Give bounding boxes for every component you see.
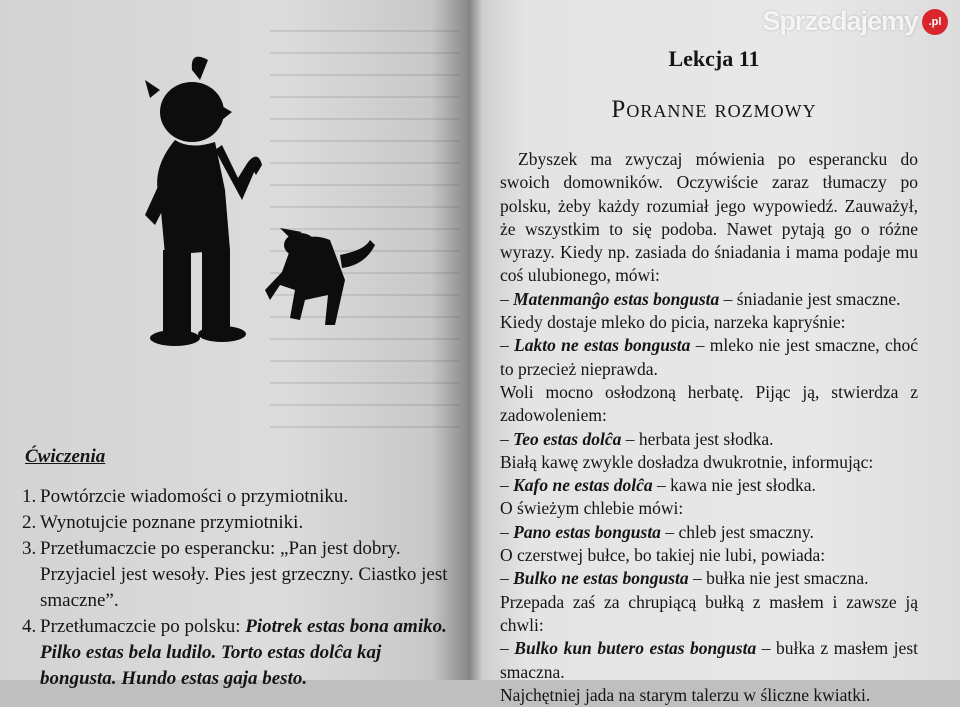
- dash: –: [500, 568, 514, 589]
- paragraph: [500, 381, 918, 428]
- paragraph: [500, 451, 918, 474]
- exercise-item: [22, 614, 462, 692]
- paragraph: [500, 288, 918, 311]
- exercises-heading: Ćwiczenia: [25, 446, 106, 467]
- paragraph-text: Białą kawę zwykle dosładza dwukrotnie, informując:: [500, 451, 874, 472]
- dash: –: [500, 475, 514, 496]
- paragraph: [500, 684, 918, 707]
- exercise-esperanto-text: Piotrek estas bona amiko. Pilko estas bela ludilo. Torto estas dolĉa kaj bongusta. Hundo estas gaja besto.: [40, 616, 447, 689]
- paragraph-text: – kawa nie jest słodka.: [652, 475, 816, 496]
- dash: –: [500, 428, 514, 449]
- paragraph-text: – bułka z masłem jest smaczna.: [500, 638, 918, 682]
- paragraph: [500, 474, 918, 497]
- paragraph-text: – bułka nie jest smaczna.: [688, 568, 869, 589]
- paragraph-text: O czerstwej bułce, bo takiej nie lubi, powiada:: [500, 545, 826, 566]
- exercise-number: 1.: [22, 486, 37, 507]
- paragraph-text: – chleb jest smaczny.: [660, 521, 814, 542]
- dash: –: [500, 288, 514, 309]
- lesson-body: [500, 148, 918, 707]
- esperanto-phrase: Bulko kun butero estas bongusta: [514, 638, 757, 659]
- watermark-logo: Sprzedajemy: [762, 6, 918, 36]
- paragraph: [500, 311, 918, 334]
- lesson-number: Lekcja 11: [668, 46, 760, 71]
- exercise-text: Przetłumaczcie po polsku:: [40, 616, 246, 637]
- exercise-text: Powtórzcie wiadomości o przymiotniku.: [40, 486, 349, 507]
- paragraph-text: Woli mocno osłodzoną herbatę. Pijąc ją, stwierdza z zadowoleniem:: [500, 381, 918, 426]
- exercise-number: 3.: [22, 538, 37, 559]
- exercise-item: [22, 510, 462, 536]
- paragraph: [500, 544, 918, 567]
- watermark-badge: .pl: [922, 9, 948, 35]
- exercise-item: [22, 536, 462, 614]
- exercise-text: Przetłumaczcie po esperancku: „Pan jest dobry. Przyjaciel jest wesoły. Pies jest grzeczny. Ciastko jest smaczne”.: [40, 538, 448, 611]
- paragraph: [500, 148, 918, 288]
- lesson-title: Poranne rozmowy: [611, 96, 817, 123]
- paragraph-text: Najchętniej jada na starym talerzu w śliczne kwiatki.: [500, 684, 871, 705]
- paragraph-text: – śniadanie jest smaczne.: [719, 288, 901, 309]
- paragraph: [500, 567, 918, 590]
- dash: –: [500, 521, 514, 542]
- paragraph-text: Przepada zaś za chrupiącą bułką z masłem i zawsze ją chwli:: [500, 591, 918, 635]
- left-page: [0, 0, 468, 689]
- paragraph: [500, 334, 918, 381]
- dash: –: [500, 335, 515, 356]
- dash: –: [500, 638, 515, 659]
- paragraph: [500, 637, 918, 684]
- paragraph-text: – herbata jest słodka.: [621, 428, 774, 449]
- exercises-list: [22, 484, 462, 692]
- exercise-number: 4.: [22, 616, 37, 637]
- esperanto-phrase: Pano estas bongusta: [513, 521, 661, 542]
- girl-and-dog-illustration: [130, 50, 390, 350]
- watermark: [762, 6, 948, 37]
- esperanto-phrase: Teo estas dolĉa: [513, 428, 622, 449]
- paragraph-text: Zbyszek ma zwyczaj mówienia po esperancku do swoich domowników. Oczywiście zaraz tłumaczy po polsku, żeby każdy rozumiał jego wypowiedź. Zauważył, że wszystkim to się podoba. Nawet pytają go o różne wyrazy. Kiedy np. zasiada do śniadania i mama podaje mu coś ulubionego, mówi:: [500, 149, 918, 286]
- esperanto-phrase: Lakto ne estas bongusta: [514, 335, 691, 356]
- paragraph-text: – mleko nie jest smaczne, choć to przecież nieprawda.: [500, 335, 918, 379]
- exercise-number: 2.: [22, 512, 37, 533]
- paragraph-text: O świeżym chlebie mówi:: [500, 498, 684, 519]
- esperanto-phrase: Matenmanĝo estas bongusta: [513, 288, 720, 309]
- exercise-text: Wynotujcie poznane przymiotniki.: [40, 512, 304, 533]
- esperanto-phrase: Kafo ne estas dolĉa: [513, 475, 653, 496]
- paragraph: [500, 591, 918, 638]
- paragraph: [500, 497, 918, 520]
- paragraph: [500, 428, 918, 451]
- exercise-item: [22, 484, 462, 510]
- paragraph-text: Kiedy dostaje mleko do picia, narzeka kapryśnie:: [500, 312, 846, 333]
- esperanto-phrase: Bulko ne estas bongusta: [513, 568, 689, 589]
- paragraph: [500, 521, 918, 544]
